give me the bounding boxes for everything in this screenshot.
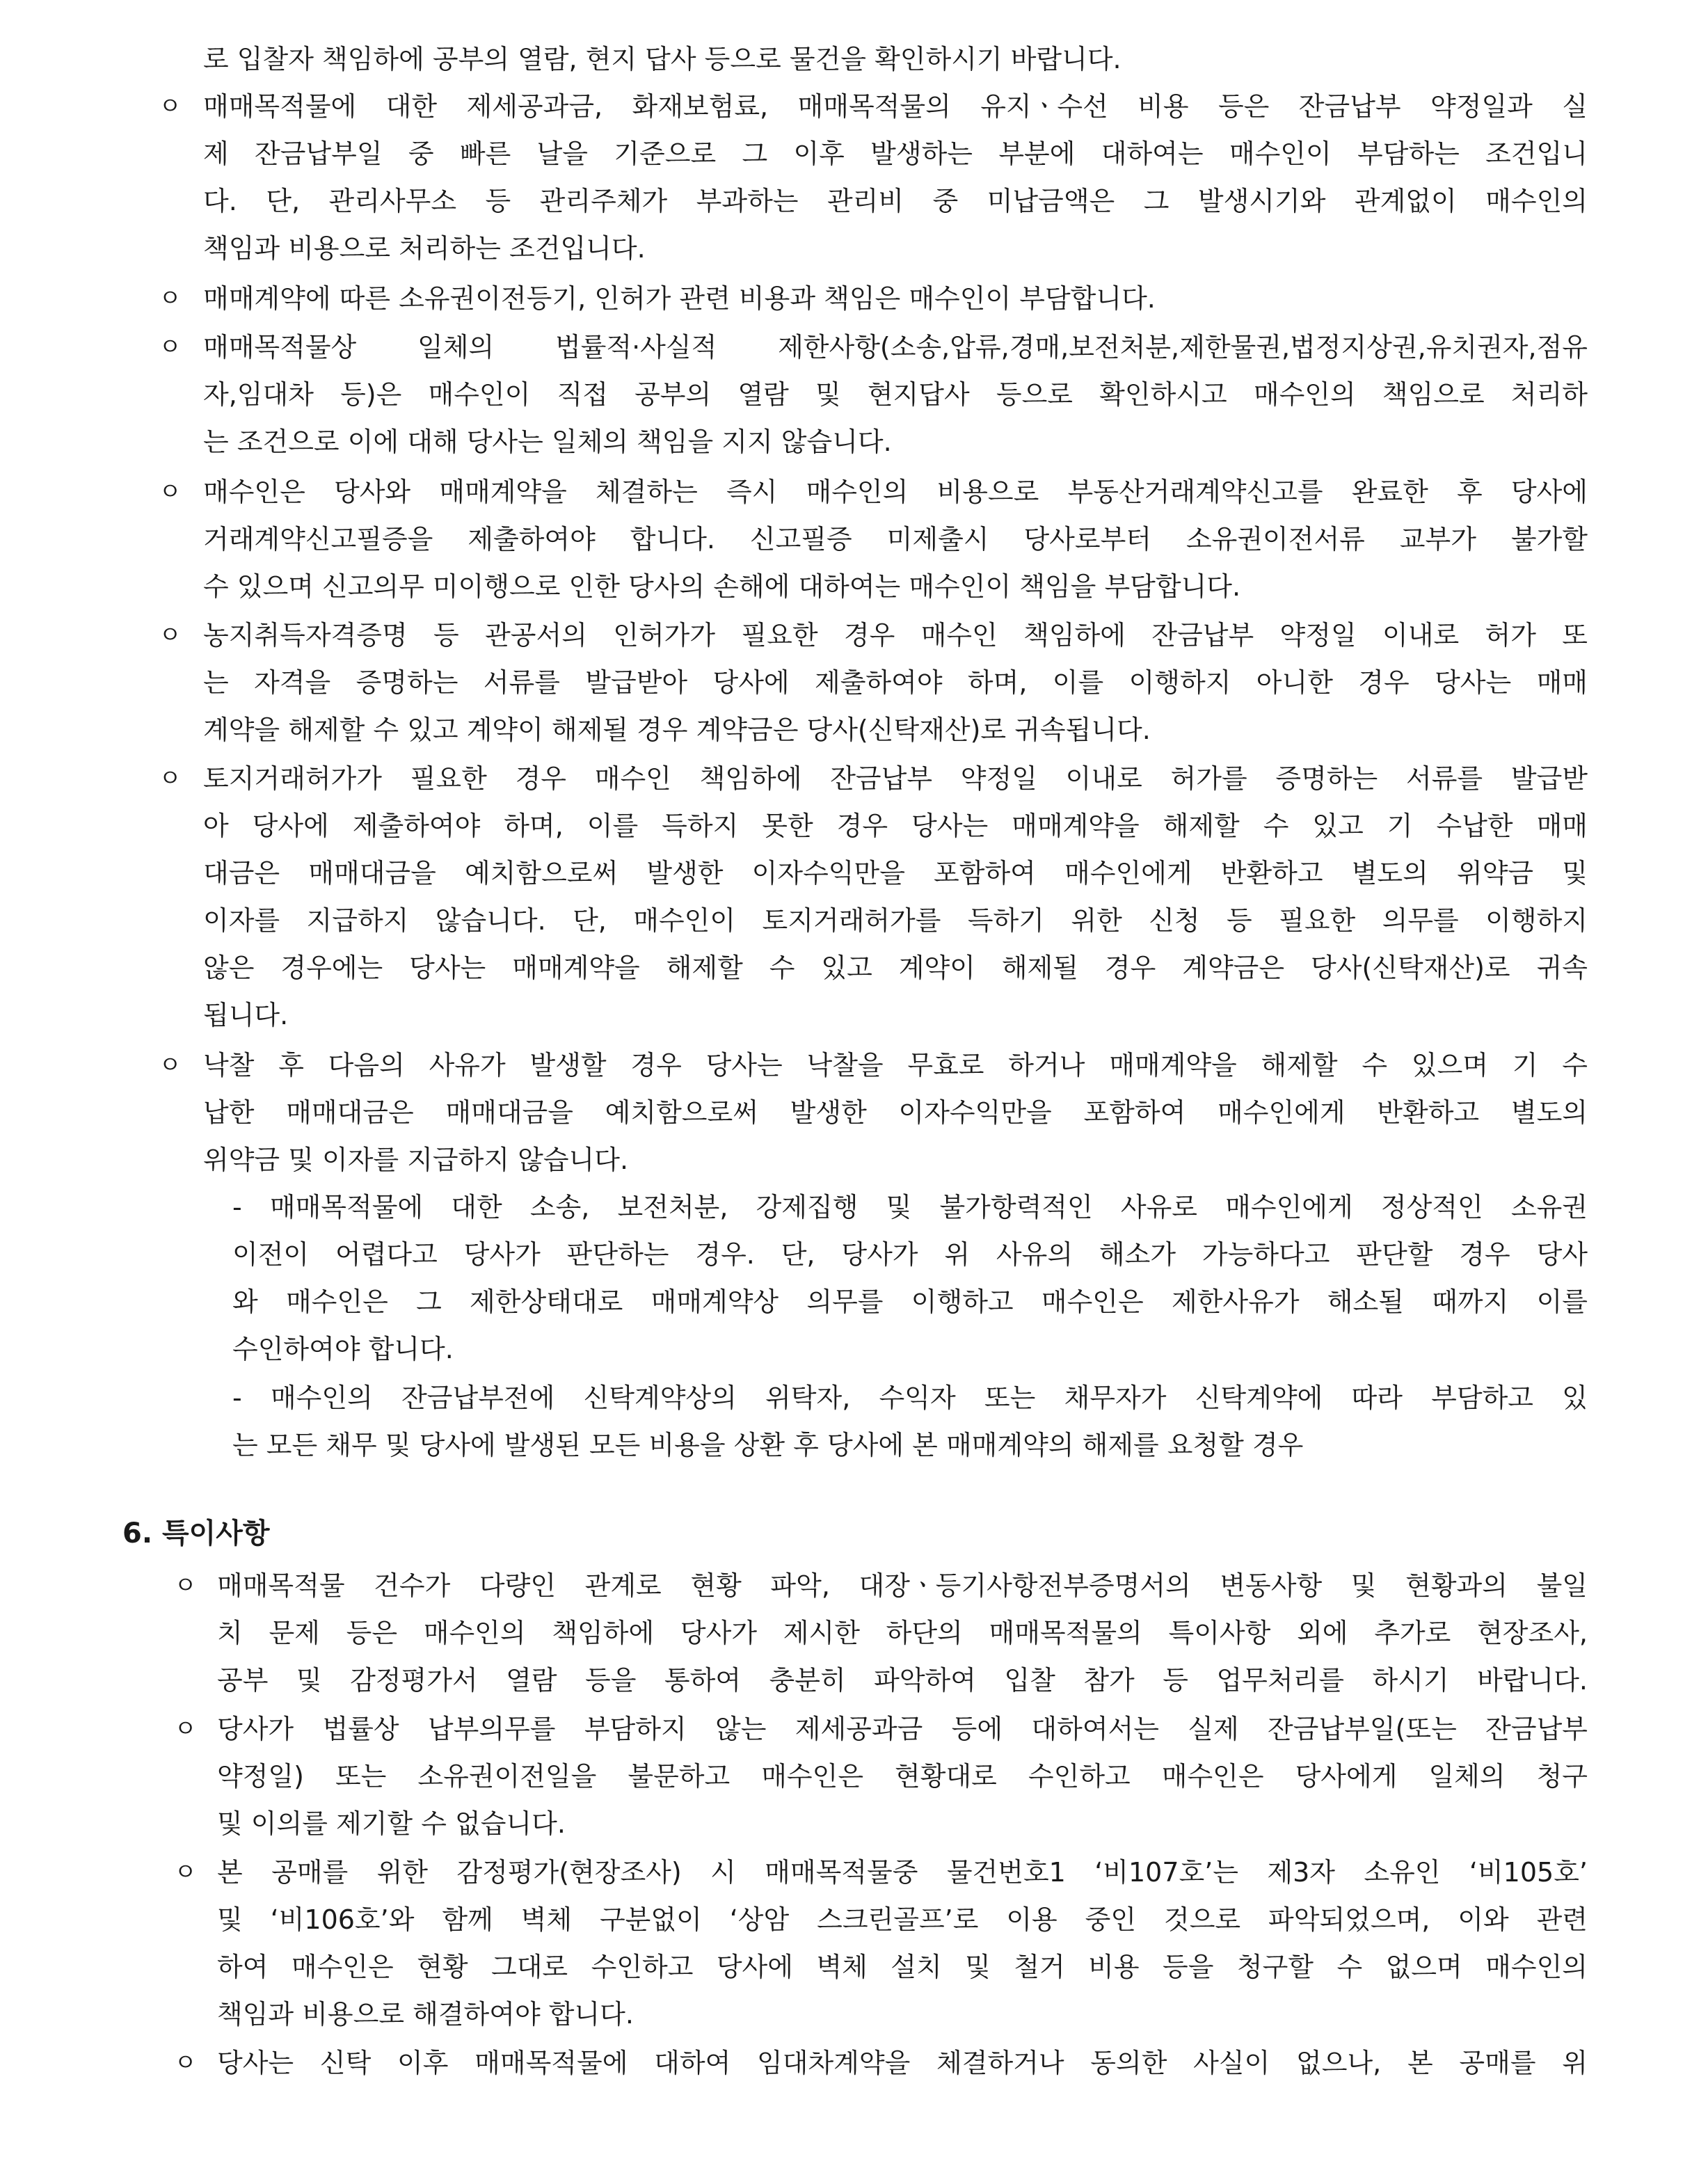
text-line: 매매계약에 따른 소유권이전등기, 인허가 관련 비용과 책임은 매수인이 부담합니다. — [203, 283, 1156, 314]
text-line: 자,임대차 등)은 매수인이 직접 공부의 열람 및 현지답사 등으로 확인하시고 매수인의 책임으로 처리하 — [203, 379, 1588, 410]
section-heading: 6. 특이사항 — [122, 1517, 270, 1549]
bullet-circle-icon: ㅇ — [159, 478, 182, 506]
text-line: 매수인은 당사와 매매계약을 체결하는 즉시 매수인의 비용으로 부동산거래계약신고를 완료한 후 당사에 — [203, 477, 1588, 507]
bullet-circle-icon: ㅇ — [174, 1572, 197, 1600]
text-line: 낙찰 후 다음의 사유가 발생할 경우 당사는 낙찰을 무효로 하거나 매매계약을 해제할 수 있으며 기 수 — [203, 1050, 1588, 1081]
text-line: 본 공매를 위한 감정평가(현장조사) 시 매매목적물중 물건번호1 ‘비107호’는 제3자 소유인 ‘비105호’ — [217, 1857, 1588, 1888]
text-line: 와 매수인은 그 제한상태대로 매매계약상 의무를 이행하고 매수인은 제한사유가 해소될 때까지 이를 — [232, 1286, 1588, 1317]
text-line: 매매목적물 건수가 다량인 관계로 현황 파악, 대장ㆍ등기사항전부증명서의 변동사항 및 현황과의 불일 — [217, 1570, 1588, 1601]
text-line: 는 조건으로 이에 대해 당사는 일체의 책임을 지지 않습니다. — [203, 427, 892, 457]
bullet-circle-icon: ㅇ — [159, 93, 182, 120]
text-line: 및 ‘비106호’와 함께 벽체 구분없이 ‘상암 스크린골프’로 이용 중인 것으로 파악되었으며, 이와 관련 — [217, 1904, 1588, 1935]
text-line: 공부 및 감정평가서 열람 등을 통하여 충분히 파악하여 입찰 참가 등 업무처리를 하시기 바랍니다. — [217, 1665, 1588, 1696]
text-line: 않은 경우에는 당사는 매매계약을 해제할 수 있고 계약이 해제될 경우 계약금은 당사(신탁재산)로 귀속 — [203, 953, 1588, 983]
text-line: 책임과 비용으로 처리하는 조건입니다. — [203, 233, 646, 264]
text-line: 이자를 지급하지 않습니다. 단, 매수인이 토지거래허가를 득하기 위한 신청 등 필요한 의무를 이행하지 — [203, 905, 1588, 936]
text-line: 제 잔금납부일 중 빠른 날을 기준으로 그 이후 발생하는 부분에 대하여는 매수인이 부담하는 조건입니 — [203, 138, 1588, 169]
text-line: 납한 매매대금은 매매대금을 예치함으로써 발생한 이자수익만을 포함하여 매수인에게 반환하고 별도의 — [203, 1097, 1588, 1128]
text-line: 및 이의를 제기할 수 없습니다. — [217, 1808, 566, 1839]
bullet-circle-icon: ㅇ — [159, 765, 182, 792]
text-line: - 매매목적물에 대한 소송, 보전처분, 강제집행 및 불가항력적인 사유로 매수인에게 정상적인 소유권 — [232, 1192, 1588, 1222]
text-line: 는 모든 채무 및 당사에 발생된 모든 비용을 상환 후 당사에 본 매매계약의 해제를 요청할 경우 — [232, 1430, 1304, 1460]
text-line: 아 당사에 제출하여야 하며, 이를 득하지 못한 경우 당사는 매매계약을 해제할 수 있고 기 수납한 매매 — [203, 811, 1588, 841]
text-line: 매매목적물에 대한 제세공과금, 화재보험료, 매매목적물의 유지ㆍ수선 비용 등은 잔금납부 약정일과 실 — [203, 91, 1588, 122]
text-line: - 매수인의 잔금납부전에 신탁계약상의 위탁자, 수익자 또는 채무자가 신탁계약에 따라 부담하고 있 — [232, 1383, 1588, 1413]
text-line: 대금은 매매대금을 예치함으로써 발생한 이자수익만을 포함하여 매수인에게 반환하고 별도의 위약금 및 — [203, 858, 1588, 889]
text-line: 수 있으며 신고의무 미이행으로 인한 당사의 손해에 대하여는 매수인이 책임을 부담합니다. — [203, 571, 1241, 602]
text-line: 계약을 해제할 수 있고 계약이 해제될 경우 계약금은 당사(신탁재산)로 귀속됩니다. — [203, 715, 1151, 745]
bullet-circle-icon: ㅇ — [174, 2049, 197, 2077]
text-line: 하여 매수인은 현황 그대로 수인하고 당사에 벽체 설치 및 철거 비용 등을 청구할 수 없으며 매수인의 — [217, 1952, 1588, 1982]
text-line: 농지취득자격증명 등 관공서의 인허가가 필요한 경우 매수인 책임하에 잔금납부 약정일 이내로 허가 또 — [203, 620, 1588, 651]
bullet-circle-icon: ㅇ — [159, 1051, 182, 1079]
text-line: 책임과 비용으로 해결하여야 합니다. — [217, 1999, 634, 2030]
bullet-circle-icon: ㅇ — [174, 1715, 197, 1743]
text-line: 수인하여야 합니다. — [232, 1334, 454, 1364]
text-line: 당사는 신탁 이후 매매목적물에 대하여 임대차계약을 체결하거나 동의한 사실이 없으나, 본 공매를 위 — [217, 2048, 1588, 2078]
text-line: 약정일) 또는 소유권이전일을 불문하고 매수인은 현황대로 수인하고 매수인은 당사에게 일체의 청구 — [217, 1761, 1588, 1792]
text-line: 당사가 법률상 납부의무를 부담하지 않는 제세공과금 등에 대하여서는 실제 잔금납부일(또는 잔금납부 — [217, 1714, 1588, 1744]
text-line: 다. 단, 관리사무소 등 관리주체가 부과하는 관리비 중 미납금액은 그 발생시기와 관계없이 매수인의 — [203, 186, 1588, 216]
text-line: 됩니다. — [203, 1000, 289, 1030]
text-line: 치 문제 등은 매수인의 책임하에 당사가 제시한 하단의 매매목적물의 특이사항 외에 추가로 현장조사, — [217, 1618, 1588, 1648]
text-line: 로 입찰자 책임하에 공부의 열람, 현지 답사 등으로 물건을 확인하시기 바랍니다. — [203, 44, 1122, 74]
bullet-circle-icon: ㅇ — [159, 621, 182, 649]
text-line: 이전이 어렵다고 당사가 판단하는 경우. 단, 당사가 위 사유의 해소가 가능하다고 판단할 경우 당사 — [232, 1239, 1588, 1270]
bullet-circle-icon: ㅇ — [174, 1858, 197, 1886]
text-line: 거래계약신고필증을 제출하여야 합니다. 신고필증 미제출시 당사로부터 소유권이전서류 교부가 불가할 — [203, 524, 1588, 555]
text-line: 토지거래허가가 필요한 경우 매수인 책임하에 잔금납부 약정일 이내로 허가를 증명하는 서류를 발급받 — [203, 763, 1588, 794]
bullet-circle-icon: ㅇ — [159, 333, 182, 361]
text-line: 위약금 및 이자를 지급하지 않습니다. — [203, 1145, 629, 1175]
text-line: 매매목적물상 일체의 법률적·사실적 제한사항(소송,압류,경매,보전처분,제한물권,법정지상권,유치권자,점유 — [203, 332, 1588, 363]
text-line: 는 자격을 증명하는 서류를 발급받아 당사에 제출하여야 하며, 이를 이행하지 아니한 경우 당사는 매매 — [203, 667, 1588, 698]
bullet-circle-icon: ㅇ — [159, 285, 182, 312]
